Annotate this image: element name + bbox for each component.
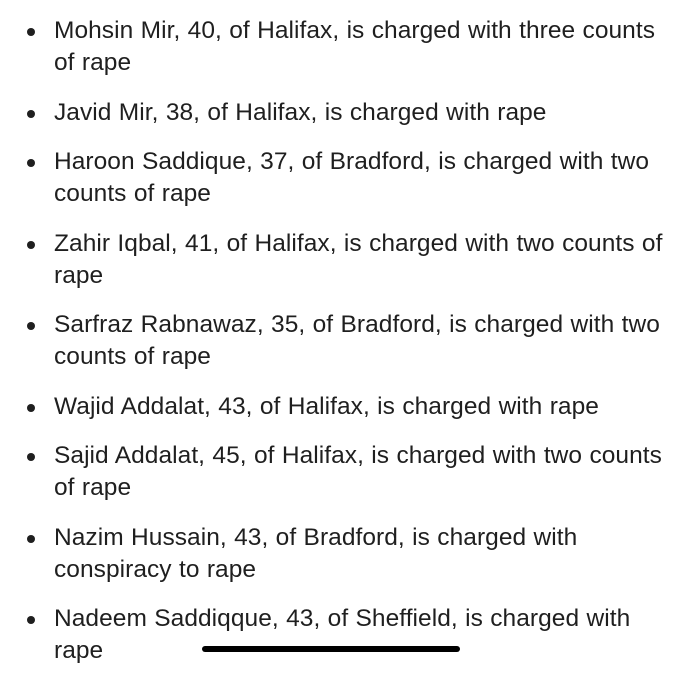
charge-text: Javid Mir, 38, of Halifax, is charged with rape bbox=[54, 98, 547, 126]
bullet-icon bbox=[27, 28, 35, 36]
charge-text: Sajid Addalat, 45, of Halifax, is charged with two counts of rape bbox=[54, 442, 662, 501]
list-item bbox=[0, 309, 679, 373]
charge-text: Nadeem Saddiqque, 43, of Sheffield, is charged with rape bbox=[54, 605, 631, 664]
bullet-icon bbox=[27, 241, 35, 249]
list-item bbox=[0, 15, 679, 79]
list-item bbox=[0, 228, 679, 292]
list-item bbox=[0, 522, 679, 586]
charges-list bbox=[0, 15, 679, 685]
list-item bbox=[0, 440, 679, 504]
charge-text: Wajid Addalat, 43, of Halifax, is charged with rape bbox=[54, 392, 599, 420]
bullet-icon bbox=[27, 616, 35, 624]
list-item bbox=[0, 146, 679, 210]
bullet-icon bbox=[27, 453, 35, 461]
bullet-icon bbox=[27, 535, 35, 543]
list-item bbox=[0, 391, 679, 423]
charge-text: Mohsin Mir, 40, of Halifax, is charged with three counts of rape bbox=[54, 17, 656, 76]
bullet-icon bbox=[27, 110, 35, 118]
list-item bbox=[0, 97, 679, 129]
bullet-icon bbox=[27, 322, 35, 330]
bullet-icon bbox=[27, 404, 35, 412]
bullet-icon bbox=[27, 159, 35, 167]
charge-text: Haroon Saddique, 37, of Bradford, is charged with two counts of rape bbox=[54, 148, 649, 207]
charge-text: Sarfraz Rabnawaz, 35, of Bradford, is charged with two counts of rape bbox=[54, 311, 660, 370]
list-item bbox=[0, 603, 679, 667]
home-indicator[interactable] bbox=[202, 646, 460, 652]
charge-text: Nazim Hussain, 43, of Bradford, is charged with conspiracy to rape bbox=[54, 523, 578, 583]
charge-text: Zahir Iqbal, 41, of Halifax, is charged with two counts of rape bbox=[54, 229, 663, 289]
